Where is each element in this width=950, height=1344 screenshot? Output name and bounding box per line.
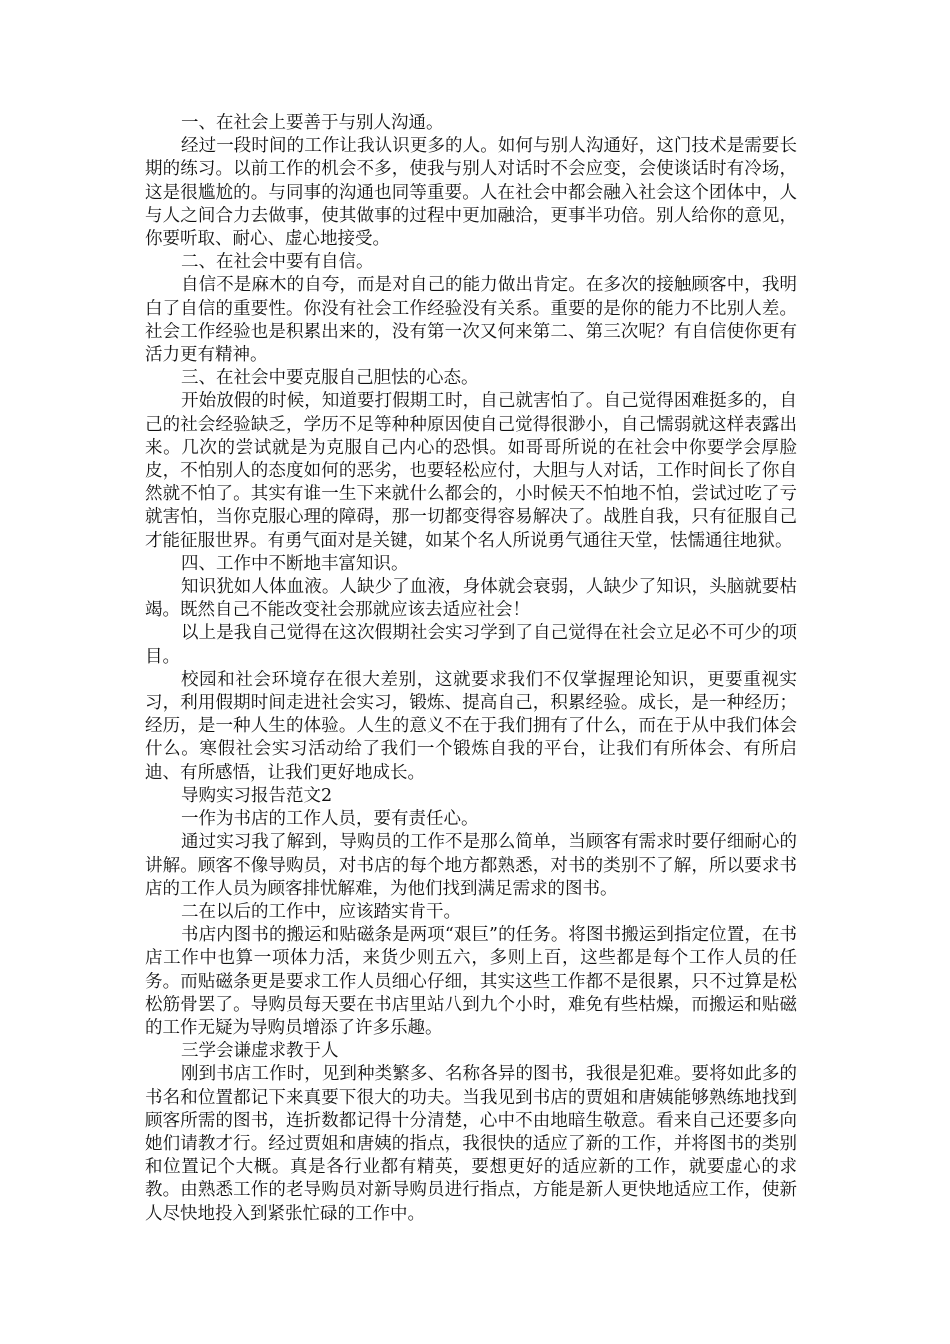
paragraph: 知识犹如人体血液。人缺少了血液，身体就会衰弱，人缺少了知识，头脑就要枯竭。既然自己不能改变社会那就应该去适应社会！ — [145, 577, 797, 621]
paragraph: 校园和社会环境存在很大差别，这就要求我们不仅掌握理论知识，更要重视实习，利用假期时间走进社会实习，锻炼、提高自己，积累经验。成长，是一种经历；经历，是一种人生的体验。人生的意义不在于我们拥有了什么，而在于从中我们体会什么。寒假社会实习活动给了我们一个锻炼自我的平台，让我们有所体会、有所启迪、有所感悟，让我们更好地成长。 — [145, 669, 797, 783]
heading-knowledge: 四、工作中不断地丰富知识。 — [181, 553, 409, 574]
paragraph: 书店内图书的搬运和贴磁条是两项“艰巨”的任务。将图书搬运到指定位置，在书店工作中也算一项体力活，来货少则五六，多则上百，这些都是每个工作人员的任务。而贴磁条更是要求工作人员细心仔细，其实这些工作都不是很累，只不过算是松松筋骨罢了。导购员每天要在书店里站八到九个小时，难免有些枯燥，而搬运和贴磁的工作无疑为导购员增添了许多乐趣。 — [145, 925, 797, 1038]
paragraph: 刚到书店工作时，见到种类繁多、名称各异的图书，我很是犯难。要将如此多的书名和位置都记下来真要下很大的功夫。当我见到书店的贾姐和唐姨能够熟练地找到顾客所需的图书，连折数都记得十分清楚，心中不由地暗生敬意。看来自己还要多向她们请教才行。经过贾姐和唐姨的指点，我很快的适应了新的工作，并将图书的类别和位置记个大概。真是各行业都有精英，要想更好的适应新的工作，就要虚心的求教。由熟悉工作的老导购员对新导购员进行指点，方能是新人更快地适应工作，使新人尽快地投入到紧张忙碌的工作中。 — [145, 1064, 797, 1224]
section-title: 导购实习报告范文2 — [181, 785, 333, 806]
document-body — [145, 112, 797, 1226]
heading-communication: 一、在社会上要善于与别人沟通。 — [181, 113, 444, 133]
heading-responsibility: 一作为书店的工作人员，要有责任心。 — [181, 809, 479, 830]
heading-confidence: 二、在社会中要有自信。 — [181, 252, 374, 273]
heading-overcome-timidity: 三、在社会中要克服自己胆怯的心态。 — [181, 368, 479, 389]
paragraph: 经过一段时间的工作让我认识更多的人。如何与别人沟通好，这门技术是需要长期的练习。以前工作的机会不多，使我与别人对话时不会应变，会使谈话时有冷场，这是很尴尬的。与同事的沟通也同等重要。人在社会中都会融入社会这个团体中，人与人之间合力去做事，使其做事的过程中更加融洽，更事半功倍。别人给你的意见，你要听取、耐心、虚心地接受。 — [145, 136, 797, 250]
heading-humility: 三学会谦虚求教于人 — [181, 1041, 339, 1062]
paragraph: 开始放假的时候，知道要打假期工时，自己就害怕了。自己觉得困难挺多的，自己的社会经验缺乏，学历不足等种种原因使自己觉得很渺小，自己懦弱就这样表露出来。几次的尝试就是为克服自己内心的恐惧。如哥哥所说的在社会中你要学会厚脸皮，不怕别人的态度如何的恶劣，也要轻松应付，大胆与人对话，工作时间长了你自然就不怕了。其实有谁一生下来就什么都会的，小时候天不怕地不怕，尝试过吃了亏就害怕，当你克服心理的障碍，那一切都变得容易解决了。战胜自我，只有征服自己才能征服世界。有勇气面对是关键，如某个名人所说勇气通往天堂，怯懦通往地狱。 — [145, 391, 797, 551]
paragraph: 自信不是麻木的自夸，而是对自己的能力做出肯定。在多次的接触顾客中，我明白了自信的重要性。你没有社会工作经验没有关系。重要的是你的能力不比别人差。社会工作经验也是积累出来的，没有第一次又何来第二、第三次呢？有自信使你更有活力更有精神。 — [145, 275, 797, 366]
paragraph: 以上是我自己觉得在这次假期社会实习学到了自己觉得在社会立足必不可少的项目。 — [145, 623, 797, 667]
paragraph: 通过实习我了解到，导购员的工作不是那么简单，当顾客有需求时要仔细耐心的讲解。顾客不像导购员，对书店的每个地方都熟悉，对书的类别不了解，所以要求书店的工作人员为顾客排忧解难，为他们找到满足需求的图书。 — [145, 832, 797, 899]
heading-diligence: 二在以后的工作中，应该踏实肯干。 — [181, 901, 461, 922]
